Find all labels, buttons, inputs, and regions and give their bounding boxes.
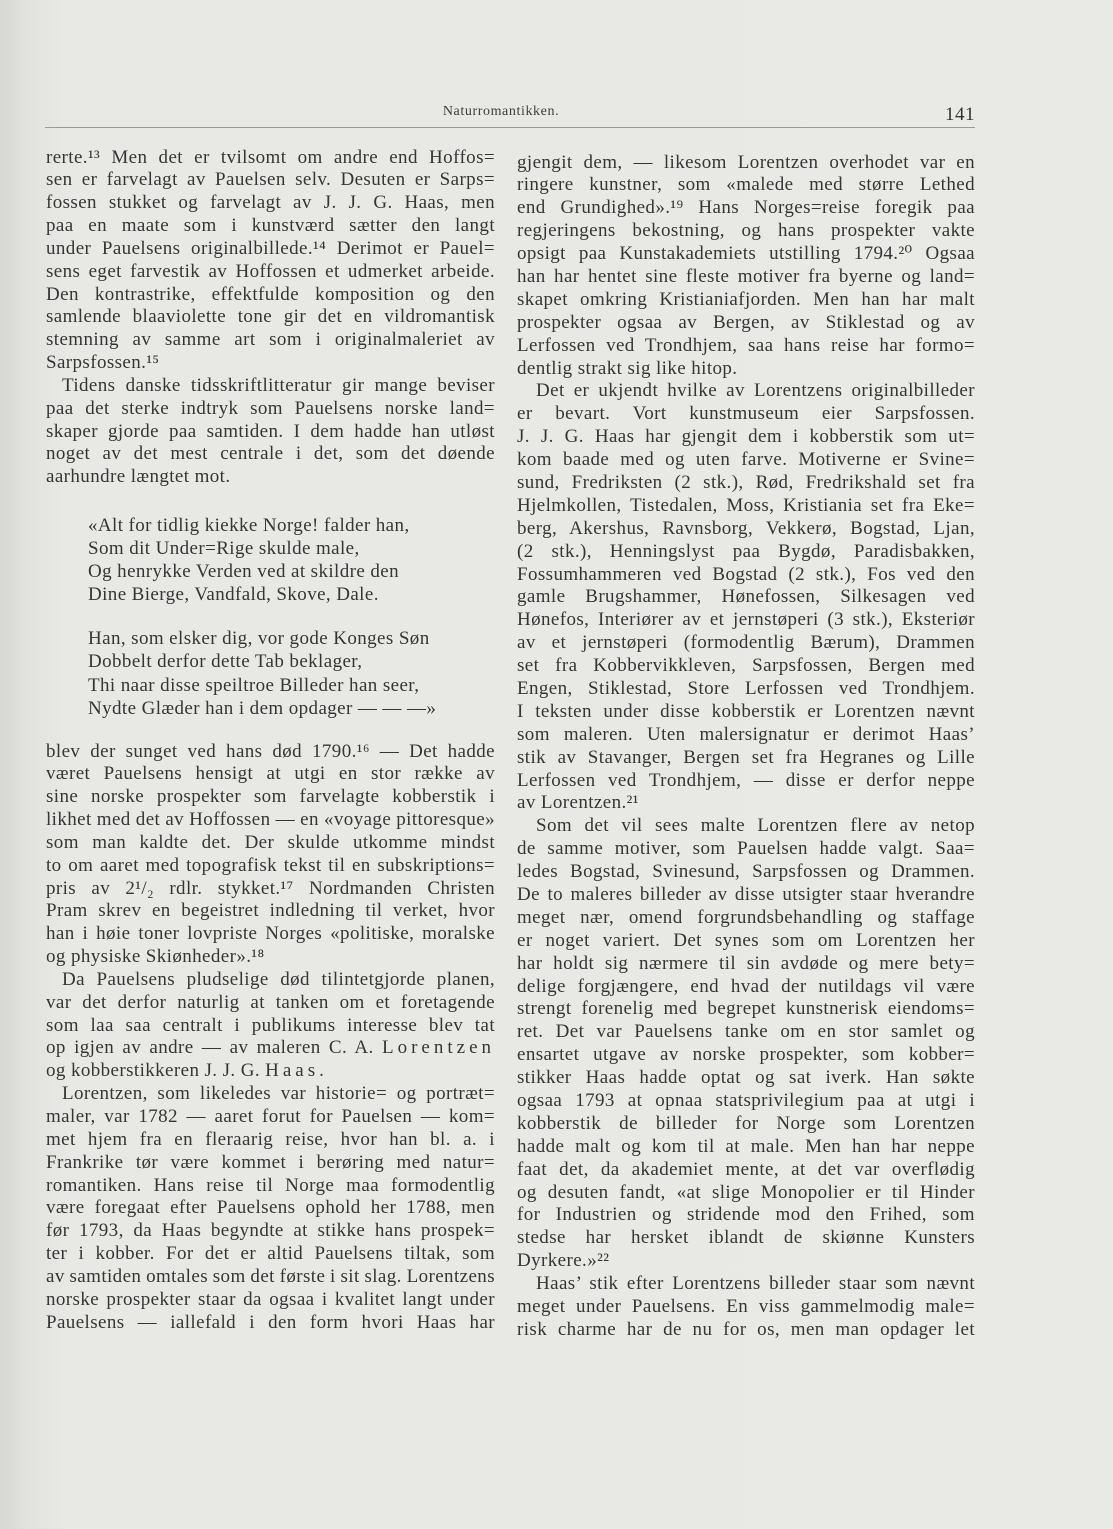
text-line: likhet med det av Hoffossen — en «voyage pittoresque» [46,809,495,831]
text-line: end Grundighed».¹⁹ Hans Norges=reise foregik paa [517,197,975,219]
text-line: Engen, Stiklestad, Store Lerfossen ved Trondhjem. [517,677,975,699]
text-line: Frankrike tør være kommet i berøring med natur= [46,1151,495,1173]
text-line: sine norske prospekter som farvelagte kobberstik i [46,786,495,808]
text-line: var det derfor naturlig at tanken om et foretagende [46,991,495,1013]
paragraph-block [46,741,495,1335]
right-column [517,0,975,1529]
text-line: sen er farvelagt av Pauelsen selv. Desuten er Sarps= [46,169,495,191]
text-line: I teksten under disse kobberstik er Lorentzen nævnt [517,700,975,722]
text-line: norske prospekter staar da ogsaa i kvalitet langt under [46,1288,495,1310]
text-line: ret. Det var Pauelsens tanke om en stor samlet og [517,1021,975,1043]
page-number: 141 [945,104,975,125]
text-line: sund, Fredriksten (2 stk.), Rød, Fredrikshald set fra [517,471,975,493]
text-line: være foregaat efter Pauelsens ophold her 1788, men [46,1197,495,1219]
text-line: opsigt paa Kunstakademiets utstilling 1794.²⁰ Ogsaa [517,243,975,265]
text-line [46,1060,328,1083]
text-line: stik av Stavanger, Bergen set fra Hegranes og Lille [517,746,975,768]
text-line: J. J. G. Haas har gjengit dem i kobberstik som ut= [517,426,975,448]
text-run: og kobberstikkeren J. J. G. [46,1060,260,1082]
text-line: samlende blaaviolette tone gir det en vildromantisk [46,306,495,328]
text-line: Lerfossen ved Trondhjem, saa hans reise har formo= [517,334,975,356]
text-line: Haas’ stik efter Lorentzens billeder staar som nævnt [536,1273,975,1295]
text-line: Som det vil sees malte Lorentzen flere av netop [536,815,975,837]
text-line: han har hentet sine fleste motiver fra byerne og land= [517,265,975,287]
paragraph-block [46,147,495,490]
text-line: stikker Haas hadde optat og sat iverk. Han søkte [517,1067,975,1089]
text-line: Da Pauelsens pludselige død tilintetgjorde planen, [62,968,495,990]
text-line: pris av 2¹/₂ rdlr. stykket.¹⁷ Nordmanden Christen [46,877,495,899]
text-line: han i høie toner lovpriste Norges «politiske, moralske [46,923,495,945]
text-line: Dyrkere.»²² [517,1250,610,1272]
text-line: de samme motiver, som Pauelsen hadde valgt. Saa= [517,838,975,860]
left-column [46,0,495,1529]
text-line: kobberstik de billeder for Norge som Lorentzen [517,1112,975,1134]
spaced-name: Lorentzen [382,1037,496,1059]
text-line: regjeringens bekostning, og hans prospekter vakte [517,220,975,242]
text-line: noget av det mest centrale i det, som det døende [46,443,495,465]
text-line: som man kaldte det. Der skulde utkomme mindst [46,831,495,853]
text-line: ensartet utgave av norske prospekter, som kobber= [517,1044,975,1066]
text-line: av et jernstøperi (formodentlig Bærum), Drammen [517,632,975,654]
text-line: strengt forenelig med begrepet kunstnerisk eiendoms= [517,998,975,1020]
text-line: rerte.¹³ Men det er tvilsomt om andre end Hoffos= [46,146,495,168]
text-line: Den kontrastrike, effektfulde komposition og den [46,283,495,305]
text-line: ledes Bogstad, Svinesund, Sarpsfossen og Drammen. [517,861,975,883]
text-line: har holdt sig nærmere til sin avdøde og mere bety= [517,952,975,974]
text-line: Tidens danske tidsskriftlitteratur gir mange beviser [62,374,495,396]
text-line: prospekter ogsaa av Bergen, av Stiklestad og av [517,311,975,333]
text-line: skaper gjorde paa samtiden. I dem hadde han utløst [46,420,495,442]
text-line: ringere kunstner, som «malede med større Lethed [517,174,975,196]
text-line: meget under Pauelsens. En viss gammelmodig male= [517,1296,975,1318]
text-line: og physiske Skiønheder».¹⁸ [46,946,265,968]
running-title: Naturromantikken. [442,104,560,119]
text-line: set fra Kobbervikkleven, Sarpsfossen, Bergen med [517,655,975,677]
text-line: Pauelsens — iallefald i den form hvori Haas har [46,1311,495,1333]
text-line: av Lorentzen.²¹ [517,792,639,814]
spaced-name: Haas. [265,1060,328,1082]
text-line: ogsaa 1793 at opnaa statsprivilegium paa at utgi i [517,1090,975,1112]
text-line: sens eget farvestik av Hoffossen et udmerket arbeide. [46,260,495,282]
text-line: gjengit dem, — likesom Lorentzen overhodet var en [517,151,975,173]
text-line: er bevart. Vort kunstmuseum eier Sarpsfossen. [517,403,975,425]
text-run: op igjen av andre — av maleren C. A. [46,1037,374,1059]
text-line: av samtiden omtales som det første i sit slag. Lorentzens [46,1265,495,1287]
text-line: som maleren. Uten malersignatur er derimot Haas’ [517,723,975,745]
text-line: blev der sunget ved hans død 1790.¹⁶ — Det hadde [46,740,495,762]
text-line: De to maleres billeder av disse utsigter staar hverandre [517,884,975,905]
text-line: risk charme har de nu for os, men man opdager let [517,1318,975,1340]
text-line: og desuten fandt, «at slige Monopolier er til Hinder [517,1181,975,1203]
poem-line: Dine Bierge, Vandfald, Skove, Dale. [88,583,379,605]
text-line: Fossumhammeren ved Bogstad (2 stk.), Fos ved den [517,563,975,585]
text-line: romantiken. Hans reise til Norge maa formodentlig [46,1174,495,1196]
poem-stanza [88,627,436,721]
text-line: før 1793, da Haas begyndte at stikke hans prospek= [46,1220,495,1242]
poem-line: Thi naar disse speiltroe Billeder han seer, [88,674,420,696]
text-line: met hjem fra en fleraarig reise, hvor han bl. a. i [46,1128,495,1150]
text-line: Hjelmkollen, Tistedalen, Moss, Kristiania set fra Eke= [517,494,975,516]
text-line: maler, var 1782 — aaret forut for Pauelsen — kom= [46,1106,495,1127]
text-line: som laa saa centralt i publikums interesse blev tat [46,1014,495,1036]
text-line: været Pauelsens hensigt at utgi en stor række av [46,763,495,785]
text-line: hadde malt og kom til at male. Men han har neppe [517,1135,975,1157]
poem-line: Han, som elsker dig, vor gode Konges Søn [88,627,430,649]
text-line: (2 stk.), Henningslyst paa Bygdø, Paradisbakken, [517,540,975,562]
text-line: Pram skrev en begeistret indledning til verket, hvor [46,900,495,922]
text-line: aarhundre længtet mot. [46,466,231,488]
text-line: gamle Brugshammer, Hønefossen, Silkesagen ved [517,586,975,608]
paragraph-block [517,152,975,1342]
text-line: meget nær, omend forgrundsbehandling og staffage [517,906,975,928]
poem-line: Nydte Glæder han i dem opdager — — —» [88,698,437,719]
text-line: fossen stukket og farvelagt av J. J. G. Haas, men [46,192,495,214]
text-line: Hønefos, Interiører av et jernstøperi (3 stk.), Eksteriør [517,609,975,631]
text-line: er noget variert. Det synes som om Lorentzen her [517,929,975,951]
text-line: under Pauelsens originalbillede.¹⁴ Derimot er Pauel= [46,237,495,259]
text-line: paa en maate som i kunstværd sætter den langt [46,215,495,237]
poem-stanza [88,514,410,606]
text-line: for Industrien og stridende mod den Frihed, som [517,1204,975,1226]
text-line: Lerfossen ved Trondhjem, — disse er derfor neppe [517,769,975,791]
text-line: skapet omkring Kristianiafjorden. Men han har malt [517,288,975,310]
poem-line: Og henrykke Verden ved at skildre den [88,560,399,582]
text-line: paa det sterke indtryk som Pauelsens norske land= [46,397,495,419]
text-line: delige forgjængere, end hvad der nutildags vil være [517,975,975,997]
text-line: Det er ukjendt hvilke av Lorentzens originalbilleder [536,380,975,402]
poem-line: Dobbelt derfor dette Tab beklager, [88,651,363,672]
text-line [46,1037,495,1060]
text-line: berg, Akershus, Ravnsborg, Vekkerø, Bogstad, Ljan, [517,517,975,539]
text-line: ter i kobber. For det er altid Pauelsens tiltak, som [46,1243,495,1265]
text-line: stedse har hersket iblandt de skiønne Kunsters [517,1227,975,1249]
text-line: dentlig strakt sig like hitop. [517,357,738,379]
text-line: stemning av samme art som i originalmaleriet av [46,329,495,351]
text-line: Lorentzen, som likeledes var historie= og portræt= [62,1083,495,1105]
text-line: to om aaret med topografisk tekst til en subskriptions= [46,854,495,876]
poem-line: Som dit Under=Rige skulde male, [88,537,360,559]
text-line: faat det, da akademiet mente, at det var overflødig [517,1158,975,1180]
text-line: Sarpsfossen.¹⁵ [46,352,160,374]
text-line: kom baade med og uten farve. Motiverne er Svine= [517,449,975,471]
poem-line: «Alt for tidlig kiekke Norge! falder han, [88,514,410,536]
